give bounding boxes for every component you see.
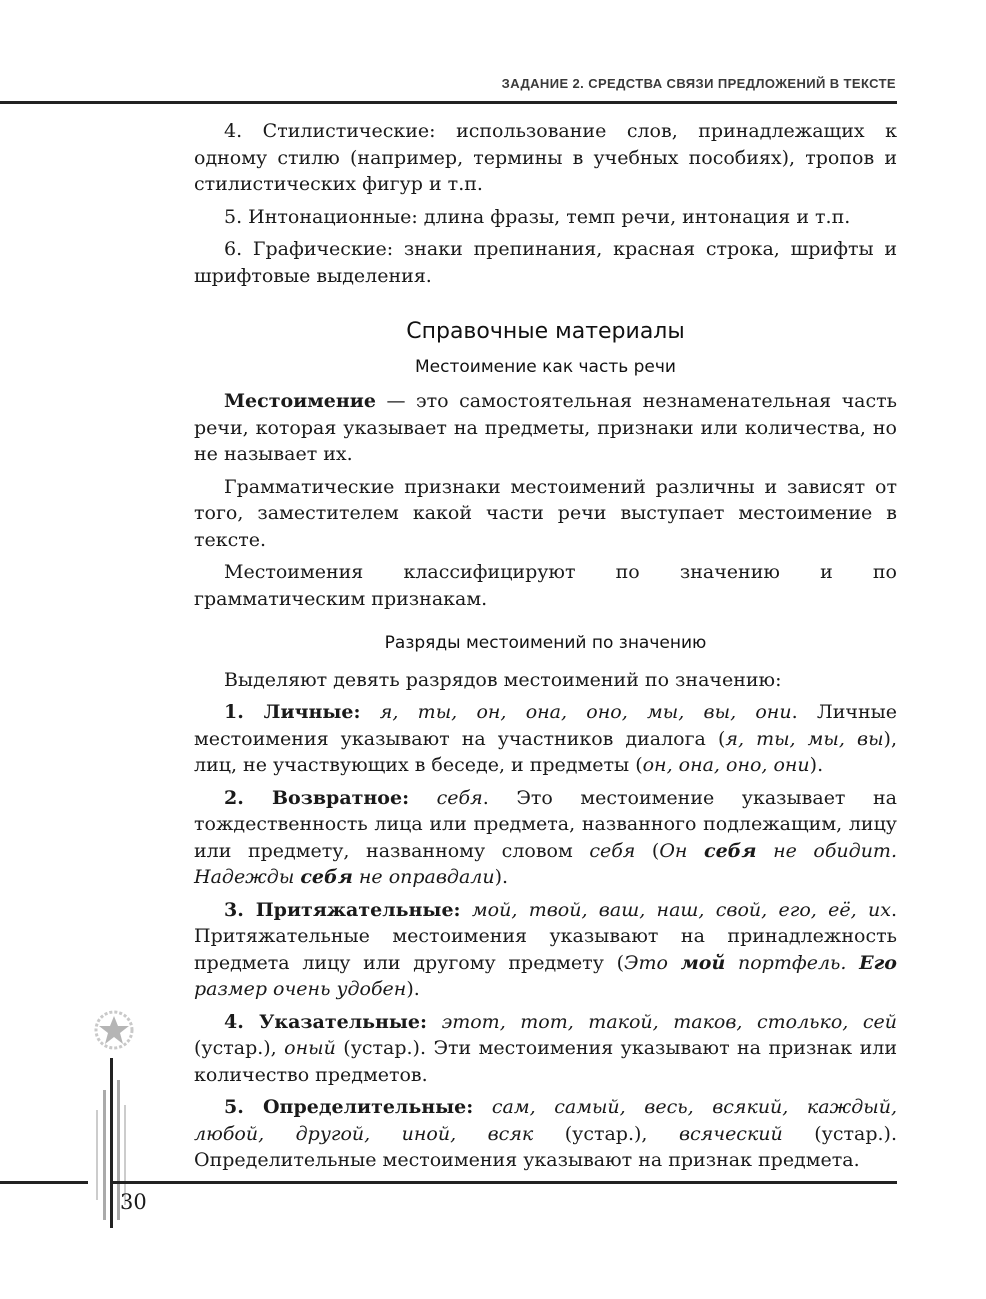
section-title: Справочные материалы (406, 319, 685, 344)
category-possessive: 3. Притяжательные: мой, твой, ваш, наш, свой, его, её, их. Притяжательные местоимения указывают на принадлежность предмета лицу или другому предмету (Это мой портфель. Его размер очень удобен). (194, 898, 897, 1000)
section-subtitle: Местоимение как часть речи (415, 356, 676, 377)
category-determinative: 5. Определительные: сам, самый, весь, всякий, каждый, любой, другой, иной, всяк (устар.), всяческий (устар.). Определительные местоимения указывают на признак предмета. (194, 1096, 897, 1171)
category-reflexive: 2. Возвратное: себя. Это местоимение указывает на тождественность лица или предмета, названного подлежащим, лицу или предмету, названному словом себя (Он себя не обидит. Надежды себя не оправдали). (194, 786, 897, 888)
definition-paragraph: Местоимение — это самостоятельная незнаменательная часть речи, которая указывает на предметы, признаки или количества, но не называет их. (194, 390, 897, 465)
paragraph-grammar: Грамматические признаки местоимений различны и зависят от того, заместителем какой части речи выступает местоимение в тексте. (194, 475, 897, 551)
categories-heading: Разряды местоимений по значению (384, 633, 707, 653)
categories-intro: Выделяют девять разрядов местоимений по значению: (224, 668, 782, 691)
list-item-6: 6. Графические: знаки препинания, красная строка, шрифты и шрифтовые выделения. (194, 238, 898, 287)
running-header: ЗАДАНИЕ 2. СРЕДСТВА СВЯЗИ ПРЕДЛОЖЕНИЙ В ТЕКСТЕ (501, 76, 896, 91)
footer-rule-right (112, 1181, 897, 1184)
page-body (194, 118, 897, 1180)
paragraph-classification: Местоимения классифицируют по значению и по грамматическим признакам. (194, 561, 897, 610)
list-item-4: 4. Стилистические: использование слов, принадлежащих к одному стилю (например, термины в учебных пособиях), тропов и стилистических фигур и т.п. (194, 120, 898, 195)
category-personal: 1. Личные: я, ты, он, она, оно, мы, вы, они. Личные местоимения указывают на участников диалога (я, ты, мы, вы), лиц, не участвующих в беседе, и предметы (он, она, оно, они). (194, 701, 897, 776)
page-number: 30 (120, 1190, 147, 1214)
category-demonstrative: 4. Указательные: этот, тот, такой, таков, столько, сей (устар.), оный (устар.). Эти местоимения указывают на признак или количество предметов. (194, 1010, 898, 1086)
footer-rule-left (0, 1181, 88, 1184)
header-rule (0, 101, 897, 104)
list-item-5: 5. Интонационные: длина фразы, темп речи, интонация и т.п. (224, 205, 851, 228)
